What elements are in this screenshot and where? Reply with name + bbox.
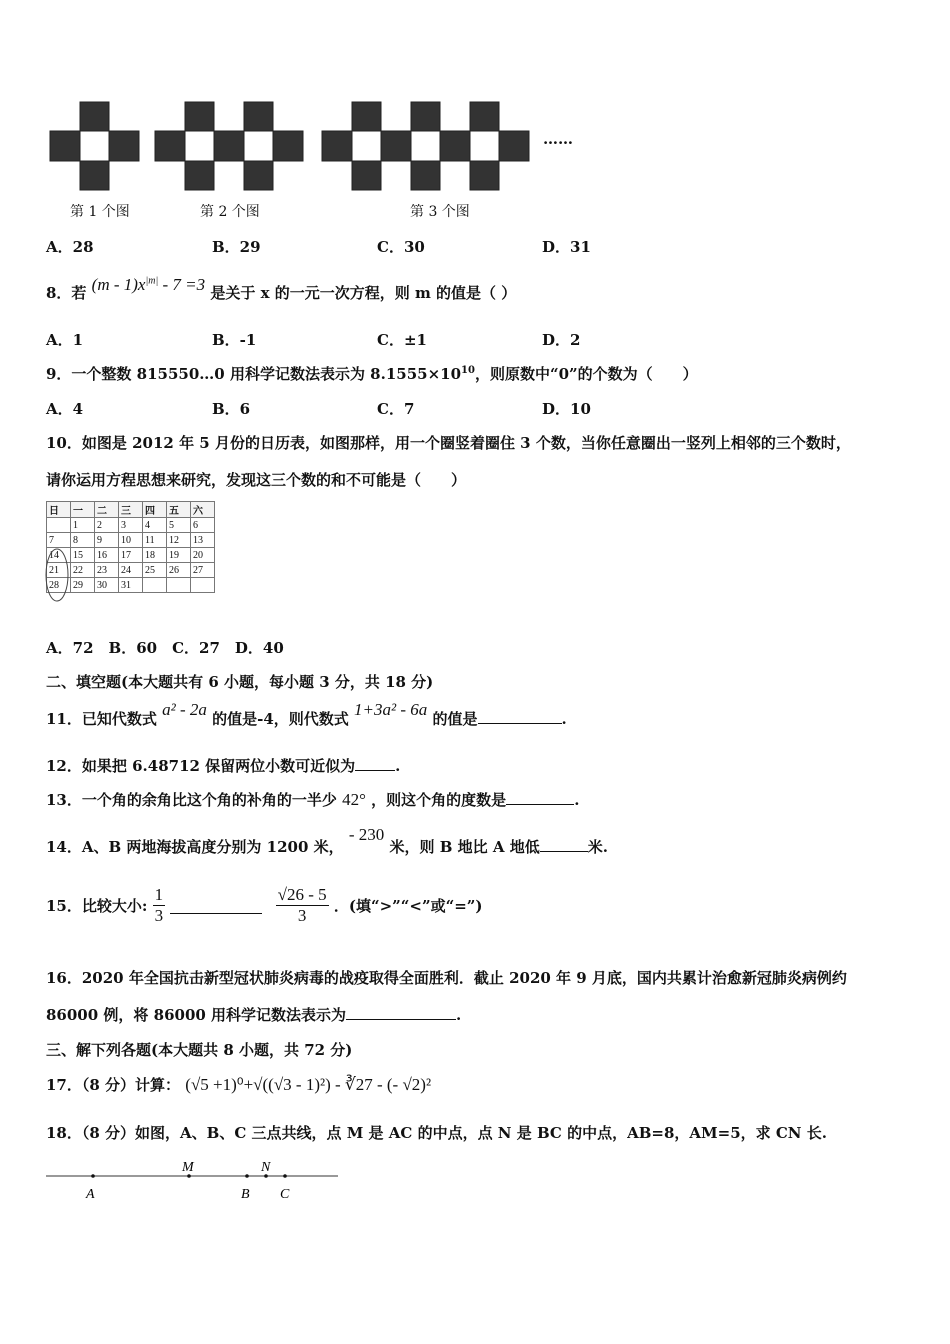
point-m-label: M xyxy=(182,1160,194,1175)
calendar-row xyxy=(47,518,215,533)
q11-suffix: 的值是 xyxy=(432,710,478,728)
q11-question xyxy=(46,700,567,729)
q18-question: 18．（8 分）如图，A、B、C 三点共线，点 M 是 AC 的中点，点 N 是 BC 的中点，AB=8，AM=5，求 CN 长. xyxy=(46,1124,827,1142)
calendar-cell: 4 xyxy=(143,518,167,533)
calendar-cell: 11 xyxy=(143,533,167,548)
calendar-cell: 30 xyxy=(95,578,119,593)
point-n-label: N xyxy=(261,1160,271,1175)
q7-option-b: B．29 xyxy=(212,238,261,256)
q13-answer-blank[interactable] xyxy=(506,789,574,805)
calendar-header-row xyxy=(47,502,215,518)
q8-prefix: 8．若 xyxy=(46,284,87,302)
q12-question xyxy=(46,755,400,776)
calendar-cell: 10 xyxy=(119,533,143,548)
calendar-cell: 1 xyxy=(71,518,95,533)
q15-fraction-1 xyxy=(153,885,166,926)
q10-options: A．72 B．60 C．27 D．40 xyxy=(46,639,284,657)
point-b-label: B xyxy=(241,1187,250,1202)
figure-ellipsis: …… xyxy=(543,130,573,148)
calendar-header: 二 xyxy=(95,502,119,518)
q15-frac2-den: 3 xyxy=(297,906,307,925)
q16-end: . xyxy=(456,1006,462,1024)
calendar-cell: 25 xyxy=(143,563,167,578)
pattern-2 xyxy=(155,102,303,190)
q17-question xyxy=(46,1074,431,1095)
calendar-cell: 12 xyxy=(167,533,191,548)
q8-option-a: A．1 xyxy=(46,331,84,349)
calendar-cell: 21 xyxy=(47,563,71,578)
calendar-row xyxy=(47,578,215,593)
q11-expr-1: a² - 2a xyxy=(162,700,207,719)
q16-line-2-text: 86000 例，将 86000 用科学记数法表示为 xyxy=(46,1006,347,1024)
calendar-cell: 29 xyxy=(71,578,95,593)
q8-equation xyxy=(92,275,205,294)
section-3-heading: 三、解下列各题(本大题共 8 小题，共 72 分) xyxy=(46,1041,353,1059)
q13-question xyxy=(46,789,579,810)
q10-line-2: 请你运用方程思想来研究，发现这三个数的和不可能是（ ） xyxy=(46,471,467,489)
q17-prefix: 17．（8 分）计算： xyxy=(46,1076,181,1094)
q8-option-b: B．-1 xyxy=(212,331,257,349)
q13-end: . xyxy=(574,791,580,809)
calendar-cell: 22 xyxy=(71,563,95,578)
calendar-cell: 18 xyxy=(143,548,167,563)
q15-prefix: 15．比较大小: xyxy=(46,897,148,915)
calendar-cell: 15 xyxy=(71,548,95,563)
q7-option-d: D．31 xyxy=(542,238,591,256)
q8-math-sup: |m| xyxy=(145,275,159,287)
q11-prefix: 11．已知代数式 xyxy=(46,710,157,728)
calendar-cell: 28 xyxy=(47,578,71,593)
calendar-cell xyxy=(47,518,71,533)
cross-pattern-figure xyxy=(45,98,545,193)
q15-frac1-num: 1 xyxy=(154,885,164,904)
calendar-cell: 3 xyxy=(119,518,143,533)
q17-expression: (√5 +1)⁰+√((√3 - 1)²) - ∛27 - (- √2)² xyxy=(185,1075,432,1094)
q9-option-b: B．6 xyxy=(212,400,251,418)
q11-mid: 的值是-4，则代数式 xyxy=(212,710,349,728)
point-c-label: C xyxy=(280,1187,290,1202)
section-2-heading: 二、填空题(本大题共有 6 小题，每小题 3 分，共 18 分) xyxy=(46,673,434,691)
calendar-row xyxy=(47,548,215,563)
calendar-cell: 5 xyxy=(167,518,191,533)
calendar-cell xyxy=(143,578,167,593)
calendar-header: 六 xyxy=(191,502,215,518)
q9-text-a: 9．一个整数 815550…0 用科学记数法表示为 8.1555×10 xyxy=(46,365,462,383)
q9-option-d: D．10 xyxy=(542,400,591,418)
q13-prefix: 13．一个角的余角比这个角的补角的一半少 xyxy=(46,791,337,809)
calendar-table-wrap xyxy=(46,501,215,593)
calendar-cell: 17 xyxy=(119,548,143,563)
pattern-3 xyxy=(322,102,529,190)
q14-end: 米. xyxy=(587,838,608,856)
calendar-cell: 13 xyxy=(191,533,215,548)
calendar-cell xyxy=(191,578,215,593)
q8-option-c: C．±1 xyxy=(377,331,427,349)
q16-answer-blank[interactable] xyxy=(346,1004,456,1020)
q15-suffix: ．(填“>”“<”或“=”) xyxy=(333,897,483,915)
q12-answer-blank[interactable] xyxy=(355,755,395,771)
calendar-header: 三 xyxy=(119,502,143,518)
q9-option-c: C．7 xyxy=(377,400,415,418)
q7-option-a: A．28 xyxy=(46,238,94,256)
point-a-label: A xyxy=(86,1187,95,1202)
q12-end: . xyxy=(395,757,401,775)
caption-figure-1: 第 1 个图 xyxy=(70,204,130,220)
q15-question xyxy=(46,885,483,926)
point-a-dot xyxy=(91,1174,95,1178)
point-b-dot xyxy=(245,1174,249,1178)
point-c-dot xyxy=(283,1174,287,1178)
calendar-header: 五 xyxy=(167,502,191,518)
q14-prefix: 14．A、B 两地海拔高度分别为 1200 米， xyxy=(46,838,344,856)
calendar-header: 四 xyxy=(143,502,167,518)
calendar-table xyxy=(46,501,215,593)
q10-line-1: 10．如图是 2012 年 5 月份的日历表，如图那样，用一个圈竖着圈住 3 个数，当你任意圈出一竖列上相邻的三个数时， xyxy=(46,434,851,452)
q14-question xyxy=(46,825,608,857)
q15-frac2-num: √26 - 5 xyxy=(277,885,327,904)
q11-expr-2: 1+3a² - 6a xyxy=(354,700,428,719)
q8-option-d: D．2 xyxy=(542,331,581,349)
q8-math-b: - 7 =3 xyxy=(158,275,206,294)
calendar-cell: 19 xyxy=(167,548,191,563)
calendar-cell: 7 xyxy=(47,533,71,548)
calendar-cell: 6 xyxy=(191,518,215,533)
q7-option-c: C．30 xyxy=(377,238,425,256)
q9-question xyxy=(46,363,698,384)
calendar-cell: 20 xyxy=(191,548,215,563)
q14-suffix: 米，则 B 地比 A 地低 xyxy=(389,838,540,856)
q9-sup: 10 xyxy=(461,365,475,376)
calendar-cell: 31 xyxy=(119,578,143,593)
caption-figure-3: 第 3 个图 xyxy=(410,204,470,220)
q13-angle: 42° xyxy=(342,790,366,809)
q8-suffix: 是关于 x 的一元一次方程，则 m 的值是（ ） xyxy=(210,284,517,302)
q15-fraction-2 xyxy=(276,885,329,926)
q15-answer-blank[interactable] xyxy=(170,898,262,914)
q14-value: - 230 xyxy=(348,825,385,844)
caption-figure-2: 第 2 个图 xyxy=(200,204,260,220)
pattern-1 xyxy=(50,102,139,190)
calendar-cell: 24 xyxy=(119,563,143,578)
calendar-cell: 23 xyxy=(95,563,119,578)
q12-text: 12．如果把 6.48712 保留两位小数可近似为 xyxy=(46,757,356,775)
q13-suffix: ，则这个角的度数是 xyxy=(371,791,507,809)
q8-math-a: (m - 1)x xyxy=(91,275,146,294)
q14-answer-blank[interactable] xyxy=(540,836,588,852)
calendar-cell: 2 xyxy=(95,518,119,533)
calendar-cell: 16 xyxy=(95,548,119,563)
calendar-cell: 27 xyxy=(191,563,215,578)
q9-text-b: ，则原数中“0”的个数为（ ） xyxy=(474,365,698,383)
calendar-cell: 8 xyxy=(71,533,95,548)
q11-end: . xyxy=(561,710,567,728)
q15-frac1-den: 3 xyxy=(154,906,164,925)
calendar-cell: 14 xyxy=(47,548,71,563)
q16-line-1: 16．2020 年全国抗击新型冠状肺炎病毒的战疫取得全面胜利．截止 2020 年 9 月底，国内共累计治愈新冠肺炎病例约 xyxy=(46,969,847,987)
calendar-cell xyxy=(167,578,191,593)
calendar-row xyxy=(47,533,215,548)
calendar-circle-mark xyxy=(44,547,70,603)
q9-option-a: A．4 xyxy=(46,400,84,418)
calendar-header: 日 xyxy=(47,502,71,518)
q8-question xyxy=(46,275,517,303)
calendar-header: 一 xyxy=(71,502,95,518)
calendar-cell: 9 xyxy=(95,533,119,548)
q18-line-figure xyxy=(44,1160,344,1205)
q11-answer-blank[interactable] xyxy=(478,708,562,724)
calendar-cell: 26 xyxy=(167,563,191,578)
calendar-row xyxy=(47,563,215,578)
q16-line-2 xyxy=(46,1004,461,1025)
